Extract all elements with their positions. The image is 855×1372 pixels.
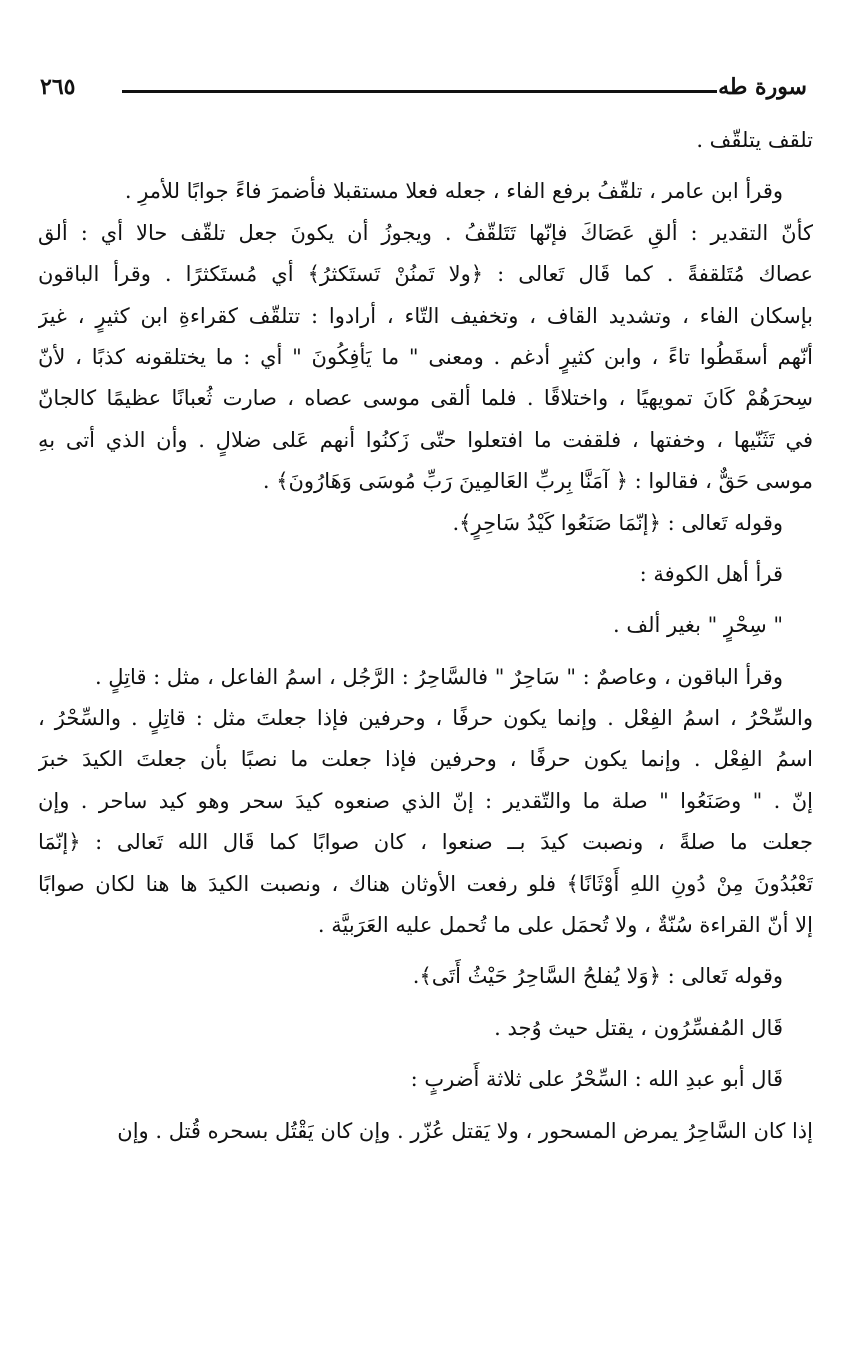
text-line: وقوله تَعالى : ﴿إنّمَا صَنَعُوا كَيْدُ سَاحِرٍ﴾. <box>452 510 783 535</box>
page-body <box>38 120 813 1152</box>
header-rule <box>122 90 717 93</box>
text-line: إلا أنّ القراءة سُنّةٌ ، ولا تُحمَل على ما تُحمل عليه العَرَبيَّة . <box>317 913 813 938</box>
text-line: قرأ أهل الكوفة : <box>639 561 783 586</box>
text-line: وقرأ ابن عامر ، تلقّفُ برفع الفاء ، جعله فعلا مستقبلا فأضمرَ فاءً جوابًا للأمرِ . <box>124 179 783 204</box>
text-line: إذا كان السَّاحِرُ يمرض المسحور ، ولا يَقتل عُزّر . وإن كان يَقْتُل بسحره قُتل . وإن <box>117 1118 813 1143</box>
text-line: تلقف يتلقّف . <box>696 128 813 152</box>
text-line: بإسكان الفاء ، وتشديد القاف ، وتخفيف التّاء ، أرادوا : تتلقّف كقراءةِ ابن كثيرٍ ، غيرَ <box>38 303 813 328</box>
text-line: وقوله تَعالى : ﴿وَلا يُفلحُ السَّاحِرُ حَيْثُ أَتَى﴾. <box>412 964 783 989</box>
text-line: والسِّحْرُ ، اسمُ الفِعْل . وإنما يكون حرفًا ، وحرفين فإذا جعلتَ مثل : قاتِلٍ . والسِّحْرُ ، <box>38 706 813 731</box>
text-line: موسى حَقٌّ ، فقالوا : ﴿ آمَنَّا بِربِّ العَالمِينَ رَبِّ مُوسَى وَهَارُونَ﴾ . <box>262 469 813 494</box>
text-line: سِحرَهُمْ كَانَ تمويهيًا ، واختلاقًا . فلما ألقى موسى عصاه ، صارت ثُعبانًا عظيمًا كالجانّ <box>38 386 813 411</box>
text-line: كأنّ التقدير : ألقِ عَصَاكَ فإنّها تَتَلقّفُ . ويجوزُ أن يكونَ جعل تلقّف حالا أي : ألق <box>38 220 813 245</box>
text-line: عصاك مُتَلقفةً . كما قَال تَعالى : ﴿ولا تَمنُنْ تَستَكثرُ﴾ أي مُستَكثرًا . وقرأ الباقون <box>38 262 813 287</box>
page-header <box>40 52 815 112</box>
surah-title: سورة طه <box>718 74 807 100</box>
text-line: في تَثَنّيها ، وخفتها ، فلقفت ما افتعلوا حتّى زَكنُوا أنهم عَلى ضلالٍ . وأن الذي أتى بهِ <box>38 427 813 452</box>
text-line: تَعْبُدُونَ مِنْ دُونِ اللهِ أَوْثَانًا﴾ فلو رفعت الأوثان هناك ، ونصبت الكيدَ ها هنا لكان صوابًا <box>38 871 813 896</box>
text-line: قَال أبو عبدِ الله : السِّحْرُ على ثلاثة أَضربٍ : <box>410 1067 783 1092</box>
text-line: " سِحْرٍ " بغير ألف . <box>613 613 783 638</box>
text-line: وقرأ الباقون ، وعاصمٌ : " سَاحِرٌ " فالسَّاحِرُ : الرَّجُل ، اسمُ الفاعل ، مثل : قاتِلٍ . <box>94 664 783 689</box>
text-line: جعلت ما صلةً ، ونصبت كيدَ بــ صنعوا ، كان صوابًا كما قَال الله تَعالى : ﴿إنّمَا <box>38 830 813 855</box>
text-line: قَال المُفسِّرُون ، يقتل حيث وُجد . <box>494 1015 783 1040</box>
text-line: أنّهم أسقَطُوا تاءً ، وابن كثيرٍ أدغم . ومعنى " ما يَأفِكُونَ " أي : ما يختلقونه كذبًا ، لأنّ <box>38 344 813 369</box>
page-number: ٢٦٥ <box>40 74 76 100</box>
text-line: اسمُ الفِعْل . وإنما يكون حرفًا ، وحرفين فإذا جعلت ما نصبًا بأن جعلتَ الكيدَ خبرَ <box>38 747 813 772</box>
text-line: إنّ . " وصَنَعُوا " صلة ما والتّقدير : إنّ الذي صنعوه كيدَ سحر وهو كيد ساحر . وإن <box>38 788 813 813</box>
